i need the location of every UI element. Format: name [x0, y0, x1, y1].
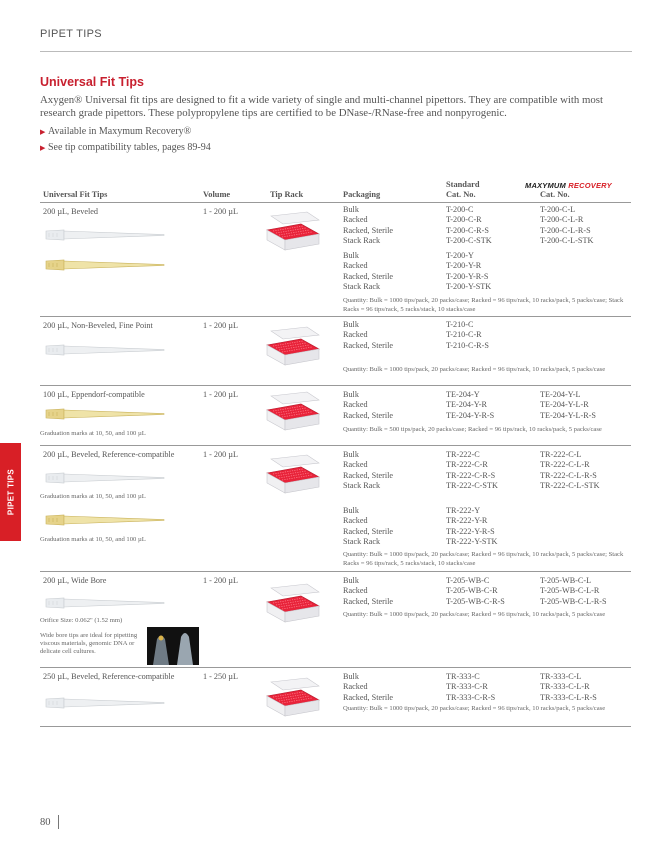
- packaging-list: Bulk Racked Racked, Sterile: [343, 320, 394, 350]
- col-header-mr-catno: Cat. No.: [540, 190, 570, 199]
- col-header-volume: Volume: [203, 190, 231, 199]
- graduation-note: Graduation marks at 10, 50, and 100 µL: [40, 493, 146, 500]
- mr-catno-list: TR-222-C-L TR-222-C-L-R TR-222-C-L-R-S TR-222-C-L-STK: [540, 450, 600, 490]
- mr-catno-list: TE-204-Y-L TE-204-Y-L-R TE-204-Y-L-R-S: [540, 390, 596, 420]
- bullet-item: ▶ See tip compatibility tables, pages 89-94: [40, 142, 211, 153]
- product-name: 200 µL, Beveled, Reference-compatible: [43, 450, 175, 459]
- col-header-rack: Tip Rack: [270, 190, 304, 199]
- volume-range: 1 - 200 µL: [203, 207, 238, 216]
- packaging-list: Bulk Racked Racked, Sterile Stack Rack: [343, 506, 394, 546]
- mr-catno-list: T-205-WB-C-L T-205-WB-C-L-R T-205-WB-C-L-R-S: [540, 576, 607, 606]
- tip-rack-image: [263, 582, 323, 630]
- page-number: 80: [40, 817, 51, 828]
- standard-catno-list: T-200-C T-200-C-R T-200-C-R-S T-200-C-STK: [446, 205, 492, 245]
- volume-range: 1 - 250 µL: [203, 672, 238, 681]
- packaging-list: Bulk Racked Racked, Sterile Stack Rack: [343, 450, 394, 490]
- wide-bore-photo: [147, 627, 199, 665]
- section-title: Universal Fit Tips: [40, 75, 144, 89]
- quantity-note: Quantity: Bulk = 1000 tips/pack, 20 packs/case; Racked = 96 tips/rack, 10 racks/pack, 5 packs/case: [343, 366, 606, 373]
- header-rule: [40, 51, 632, 52]
- bullet-item: ▶ Available in Maxymum Recovery®: [40, 126, 192, 137]
- quantity-note: Quantity: Bulk = 500 tips/pack, 20 packs/case; Racked = 96 tips/rack, 10 racks/pack, 5 packs/case: [343, 426, 602, 433]
- quantity-note: Quantity: Bulk = 1000 tips/pack, 20 packs/case; Racked = 96 tips/rack, 10 racks/pack, 5 packs/case: [343, 611, 606, 618]
- row-divider: [40, 571, 631, 572]
- yellow-tip-image: [42, 256, 170, 274]
- row-divider: [40, 385, 631, 386]
- product-name: 100 µL, Eppendorf-compatible: [43, 390, 145, 399]
- volume-range: 1 - 200 µL: [203, 576, 238, 585]
- bullet-icon: ▶: [40, 144, 46, 152]
- row-divider: [40, 726, 631, 727]
- tip-rack-image: [263, 453, 323, 501]
- volume-range: 1 - 200 µL: [203, 321, 238, 330]
- product-name: 200 µL, Beveled: [43, 207, 98, 216]
- graduation-note: Graduation marks at 10, 50, and 100 µL: [40, 430, 146, 437]
- clear-tip-image: [42, 341, 170, 359]
- quantity-note: Quantity: Bulk = 1000 tips/pack, 20 packs/case; Racked = 96 tips/rack, 10 racks/pack, 5 packs/case; Stack Racks = 96 tips/rack, 5 racks/stack, 10 stacks/case: [343, 551, 624, 567]
- side-tab: PIPET TIPS: [0, 443, 21, 541]
- standard-catno-list: T-200-Y T-200-Y-R T-200-Y-R-S T-200-Y-STK: [446, 251, 492, 291]
- col-header-tips: Universal Fit Tips: [43, 190, 108, 199]
- standard-catno-list: TE-204-Y TE-204-Y-R TE-204-Y-R-S: [446, 390, 495, 420]
- wide-bore-note: Wide bore tips are ideal for pipetting viscous materials, genomic DNA or delicate cell cultures.: [40, 632, 138, 655]
- product-name: 200 µL, Non-Beveled, Fine Point: [43, 321, 153, 330]
- mr-catno-list: T-200-C-L T-200-C-L-R T-200-C-L-R-S T-200-C-L-STK: [540, 205, 594, 245]
- bullet-icon: ▶: [40, 128, 46, 136]
- packaging-list: Bulk Racked Racked, Sterile: [343, 672, 394, 702]
- clear-tip-image: [42, 469, 170, 487]
- col-header-packaging: Packaging: [343, 190, 381, 199]
- standard-catno-list: TR-222-Y TR-222-Y-R TR-222-Y-R-S TR-222-Y-STK: [446, 506, 498, 546]
- quantity-note: Quantity: Bulk = 1000 tips/pack, 20 packs/case; Racked = 96 tips/rack, 10 racks/pack, 5 packs/case: [343, 705, 606, 712]
- row-divider: [40, 445, 631, 446]
- tip-rack-image: [263, 390, 323, 438]
- volume-range: 1 - 200 µL: [203, 450, 238, 459]
- mr-catno-list: TR-333-C-L TR-333-C-L-R TR-333-C-L-R-S: [540, 672, 597, 702]
- orifice-size: Orifice Size: 0.062" (1.52 mm): [40, 617, 123, 624]
- packaging-list: Bulk Racked Racked, Sterile Stack Rack: [343, 205, 394, 245]
- clear-tip-image: [42, 694, 170, 712]
- product-name: 200 µL, Wide Bore: [43, 576, 107, 585]
- standard-catno-list: T-210-C T-210-C-R T-210-C-R-S: [446, 320, 489, 350]
- running-header: PIPET TIPS: [40, 28, 102, 40]
- packaging-list: Bulk Racked Racked, Sterile: [343, 576, 394, 606]
- quantity-note: Quantity: Bulk = 1000 tips/pack, 20 packs/case; Racked = 96 tips/rack, 10 racks/pack, 5 packs/case; Stack Racks = 96 tips/rack, 5 racks/stack, 10 stacks/case: [343, 297, 624, 313]
- table-header-rule: [40, 202, 631, 203]
- graduation-note: Graduation marks at 10, 50, and 100 µL: [40, 536, 146, 543]
- row-divider: [40, 316, 631, 317]
- standard-catno-list: TR-333-C TR-333-C-R TR-333-C-R-S: [446, 672, 496, 702]
- col-header-standard: Standard: [446, 180, 480, 189]
- yellow-tip-image: [42, 511, 170, 529]
- packaging-list: Bulk Racked Racked, Sterile: [343, 390, 394, 420]
- tip-rack-image: [263, 676, 323, 724]
- clear-tip-image: [42, 226, 170, 244]
- intro-paragraph: Axygen® Universal fit tips are designed to fit a wide variety of single and multi-channel pipettors. They are compatible with most research grade pipettors. These polypropylene tips are certified to be DNase-/RNase-free and nonpyrogenic.: [40, 94, 603, 119]
- standard-catno-list: TR-222-C TR-222-C-R TR-222-C-R-S TR-222-C-STK: [446, 450, 498, 490]
- standard-catno-list: T-205-WB-C T-205-WB-C-R T-205-WB-C-R-S: [446, 576, 505, 606]
- product-name: 250 µL, Beveled, Reference-compatible: [43, 672, 175, 681]
- tip-rack-image: [263, 325, 323, 373]
- footer-rule: [58, 815, 59, 829]
- volume-range: 1 - 200 µL: [203, 390, 238, 399]
- tip-rack-image: [263, 210, 323, 258]
- maxymum-recovery-logo: MAXYMUM RECOVERY: [525, 181, 612, 190]
- yellow-tip-image: [42, 405, 170, 423]
- wide-bore-tip-image: [42, 594, 170, 612]
- row-divider: [40, 667, 631, 668]
- packaging-list: Bulk Racked Racked, Sterile Stack Rack: [343, 251, 394, 291]
- col-header-std-catno: Cat. No.: [446, 190, 476, 199]
